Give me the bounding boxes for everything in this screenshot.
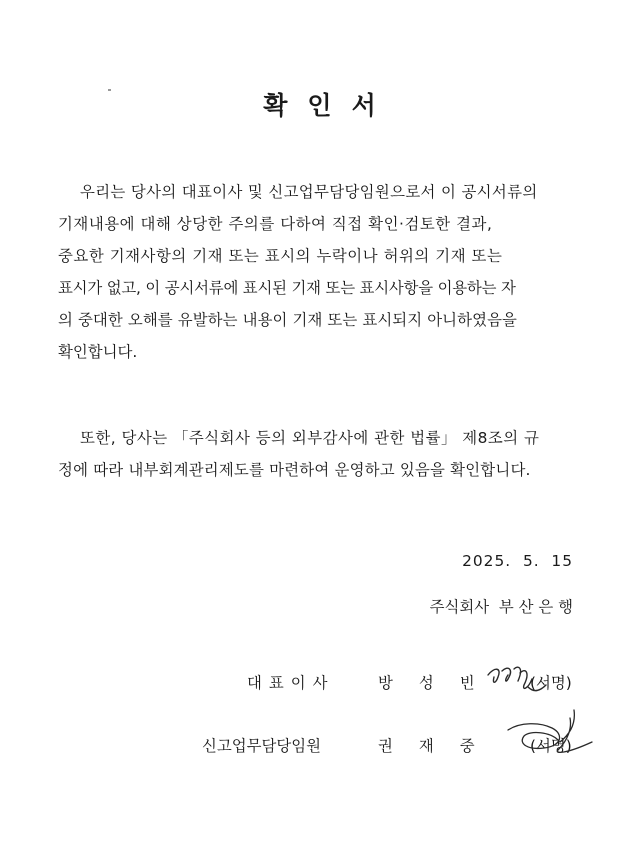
paragraph-line: 의 중대한 오해를 유발하는 내용이 기재 또는 표시되지 아니하였음을 <box>58 311 518 329</box>
signature-row-disclosure-officer <box>0 734 639 764</box>
signatory-role: 신고업무담당임원 <box>202 737 321 755</box>
signatory-name: 권재중 <box>378 737 501 755</box>
paragraph-line: 기재내용에 대해 상당한 주의를 다하여 직접 확인·검토한 결과, <box>58 215 493 233</box>
signature-mark-label: (서명) <box>530 674 572 692</box>
signatory-role: 대표이사 <box>247 674 335 692</box>
signature-mark-label: (서명) <box>530 737 572 755</box>
paragraph-line: 우리는 당사의 대표이사 및 신고업무담당임원으로서 이 공시서류의 <box>80 183 538 201</box>
paragraph-line: 또한, 당사는 「주식회사 등의 외부감사에 관한 법률」 제8조의 규 <box>80 429 540 447</box>
paragraph-line: 표시가 없고, 이 공시서류에 표시된 기재 또는 표시사항을 이용하는 자 <box>58 279 516 297</box>
signatory-name: 방성빈 <box>378 674 501 692</box>
company-name: 주식회사 부 산 은 행 <box>429 598 573 616</box>
paragraph-line: 정에 따라 내부회계관리제도를 마련하여 운영하고 있음을 확인합니다. <box>58 461 531 479</box>
confirmation-paragraph <box>58 176 580 368</box>
document-date: 2025. 5. 15 <box>462 552 573 570</box>
document-title: 확인서 <box>263 91 396 120</box>
signature-row-ceo <box>0 671 639 701</box>
internal-control-paragraph <box>58 422 580 486</box>
paragraph-line: 중요한 기재사항의 기재 또는 표시의 누락이나 허위의 기재 또는 <box>58 247 503 265</box>
paragraph-line: 확인합니다. <box>58 343 138 361</box>
